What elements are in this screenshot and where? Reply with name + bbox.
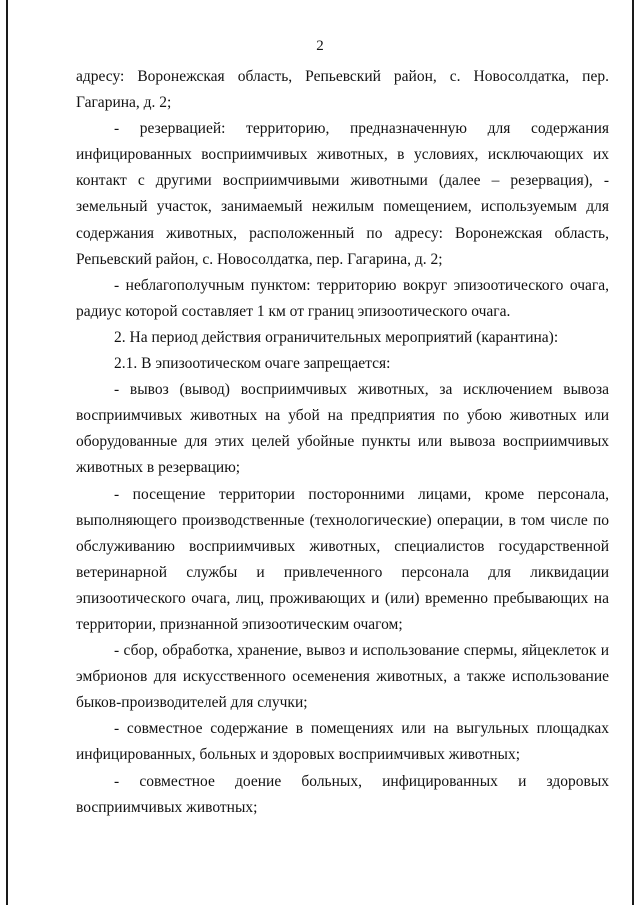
paragraph-reservation-definition: - резервацией: территорию, предназначенную для содержания инфицированных восприимчивых животных, в условиях, исключающих их контакт с другими восприимчивыми животными (далее – резервация), - земельный участок, занимаемый нежилым помещением, используемым для содержания животных, расположенный по адресу: Воронежская область, Репьевский район, с. Новосолдатка, пер. Гагарина, д. 2; (76, 120, 609, 268)
page-number: 2 (316, 38, 324, 54)
paragraph-prohibition-joint-milking: - совместное доение больных, инфицированных и здоровых восприимчивых животных; (76, 772, 609, 816)
paragraph-prohibition-visits: - посещение территории посторонними лицами, кроме персонала, выполняющего производственные (технологические) операции, в том числе по обслуживанию восприимчивых животных, специалистов государственной ветеринарной службы и привлеченного персонала для ликвидации эпизоотического очага, лиц, проживающих и (или) временно пребывающих на территории, признанной эпизоотическим очагом; (76, 485, 609, 633)
paragraph-section-2-1-heading: 2.1. В эпизоотическом очаге запрещается: (114, 355, 391, 373)
document-body (76, 64, 609, 821)
scan-right-edge (632, 0, 634, 905)
paragraph-address-continued: адресу: Воронежская область, Репьевский район, с. Новосолдатка, пер. Гагарина, д. 2; (76, 68, 609, 112)
paragraph-section-2-heading: 2. На период действия ограничительных мероприятий (карантина): (114, 328, 559, 346)
paragraph-unfavorable-point-definition: - неблагополучным пунктом: территорию вокруг эпизоотического очага, радиус которой составляет 1 км от границ эпизоотического очага. (76, 276, 609, 320)
paragraph-prohibition-semen: - сбор, обработка, хранение, вывоз и использование спермы, яйцеклеток и эмбрионов для искусственного осеменения животных, а также использование быков-производителей для случки; (76, 642, 609, 712)
scan-left-edge (6, 0, 8, 905)
paragraph-prohibition-joint-housing: - совместное содержание в помещениях или на выгульных площадках инфицированных, больных и здоровых восприимчивых животных; (76, 720, 609, 764)
paragraph-prohibition-export: - вывоз (вывод) восприимчивых животных, за исключением вывоза восприимчивых животных на убой на предприятия по убою животных или оборудованные для этих целей убойные пункты или вывоза восприимчивых животных в резервацию; (76, 381, 609, 477)
